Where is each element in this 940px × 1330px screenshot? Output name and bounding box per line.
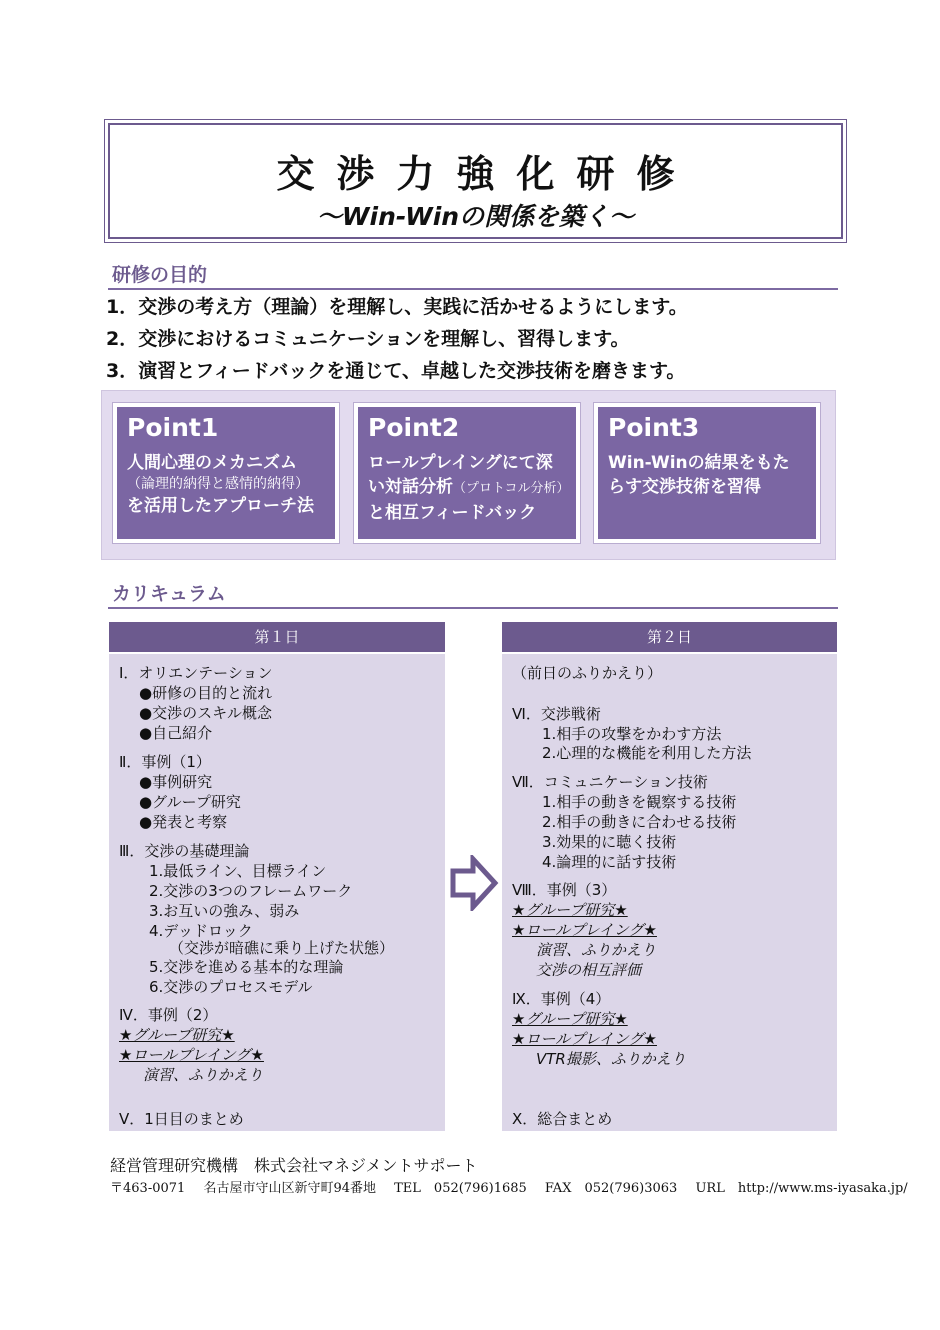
list-item: 1.相手の攻撃をかわす方法 — [542, 725, 722, 743]
point-card-2 — [354, 403, 580, 543]
list-item: （前日のふりかえり） — [512, 664, 663, 682]
page-title: 交渉力強化研修 — [276, 152, 697, 196]
organization-contact — [110, 1177, 922, 1196]
list-item: ★グループ研究★ — [512, 901, 628, 919]
list-item: 演習、ふりかえり — [143, 1066, 264, 1084]
list-item: 6.交渉のプロセスモデル — [149, 978, 313, 996]
point-line: Win-Winの結果をもた — [608, 453, 790, 473]
point-line: い対話分析 — [368, 477, 453, 497]
list-item: ●発表と考察 — [139, 813, 228, 831]
objective-item: 1．交渉の考え方（理論）を理解し、実践に活かせるようにします。 — [106, 296, 688, 318]
list-item: 5.交渉を進める基本的な理論 — [149, 958, 344, 976]
point-line: ロールプレイングにて深 — [368, 453, 553, 473]
point-title: Point3 — [608, 413, 700, 442]
list-item: 3.効果的に聴く技術 — [542, 833, 677, 851]
list-item: 1.相手の動きを観察する技術 — [542, 793, 737, 811]
list-item: 4.論理的に話す技術 — [542, 853, 677, 871]
list-item: Ⅹ．総合まとめ — [512, 1110, 613, 1128]
list-item: ★グループ研究★ — [119, 1026, 235, 1044]
list-item: 交渉の相互評価 — [536, 961, 642, 979]
list-item: Ⅲ．交渉の基礎理論 — [119, 842, 250, 860]
list-item: ●自己紹介 — [139, 724, 213, 742]
list-item: 2.相手の動きに合わせる技術 — [542, 813, 737, 831]
point-body — [368, 451, 580, 525]
day1-body — [109, 654, 445, 1131]
list-item: 4.デッドロック — [149, 922, 253, 940]
list-item: ★グループ研究★ — [512, 1010, 628, 1028]
list-item: 2.交渉の3つのフレームワーク — [149, 882, 353, 900]
list-item: Ⅶ．コミュニケーション技術 — [512, 773, 708, 791]
address: 名古屋市守山区新守町94番地 — [203, 1181, 376, 1196]
day2-header: 第２日 — [502, 622, 837, 652]
list-item: Ⅵ．交渉戦術 — [512, 705, 601, 723]
list-item: 2.心理的な機能を利用した方法 — [542, 744, 752, 762]
fax: FAX 052(796)3063 — [544, 1181, 678, 1196]
list-item: （交渉が暗礁に乗り上げた状態） — [169, 939, 395, 957]
curriculum-heading-label: カリキュラム — [112, 583, 226, 605]
list-item: Ⅱ．事例（1） — [119, 753, 211, 771]
point-card-1 — [113, 403, 339, 543]
list-item: ●研修の目的と流れ — [139, 684, 273, 702]
point-body — [608, 451, 820, 499]
tel: TEL 052(796)1685 — [394, 1181, 527, 1196]
list-item: Ⅰ．オリエンテーション — [119, 664, 273, 682]
organization-name: 経営管理研究機構 株式会社マネジメントサポート — [110, 1156, 478, 1175]
title-box — [108, 123, 843, 239]
list-item: ★ロールプレイング★ — [512, 921, 657, 939]
website-url: URL http://www.ms-iyasaka.jp/ — [695, 1181, 908, 1196]
point-note: （プロトコル分析） — [453, 481, 570, 496]
point-line: 人間心理のメカニズム — [127, 453, 297, 473]
point-line: らす交渉技術を習得 — [608, 477, 761, 497]
list-item: Ⅳ．事例（2） — [119, 1006, 218, 1024]
curriculum-heading — [108, 577, 838, 609]
point-title: Point1 — [127, 413, 219, 442]
point-card-3 — [594, 403, 820, 543]
list-item: 演習、ふりかえり — [536, 941, 657, 959]
list-item: VTR撮影、ふりかえり — [536, 1050, 686, 1068]
objectives-heading-label: 研修の目的 — [112, 264, 208, 286]
day1-header: 第１日 — [109, 622, 445, 652]
list-item: 1.最低ライン、目標ライン — [149, 862, 327, 880]
objective-item: 3．演習とフィードバックを通じて、卓越した交渉技術を磨きます。 — [106, 360, 686, 382]
objectives-heading — [108, 258, 838, 290]
point-body — [127, 451, 339, 518]
list-item: ●事例研究 — [139, 773, 213, 791]
postal-code: 〒463-0071 — [110, 1181, 186, 1196]
list-item: Ⅴ．1日目のまとめ — [119, 1110, 244, 1128]
list-item: ★ロールプレイング★ — [119, 1046, 264, 1064]
day2-body — [502, 654, 837, 1131]
point-line: を活用したアプローチ法 — [127, 496, 314, 516]
list-item: ●グループ研究 — [139, 793, 241, 811]
point-title: Point2 — [368, 413, 460, 442]
arrow-right-icon — [449, 855, 499, 911]
point-line: と相互フィードバック — [368, 503, 537, 523]
objective-item: 2．交渉におけるコミュニケーションを理解し、習得します。 — [106, 328, 630, 350]
list-item: ★ロールプレイング★ — [512, 1030, 657, 1048]
point-note: （論理的納得と感情的納得） — [127, 476, 309, 492]
list-item: ●交渉のスキル概念 — [139, 704, 272, 722]
page-subtitle: 〜Win-Winの関係を築く〜 — [316, 202, 635, 231]
list-item: 3.お互いの強み、弱み — [149, 902, 300, 920]
list-item: Ⅸ．事例（4） — [512, 990, 611, 1008]
list-item: Ⅷ．事例（3） — [512, 881, 617, 899]
